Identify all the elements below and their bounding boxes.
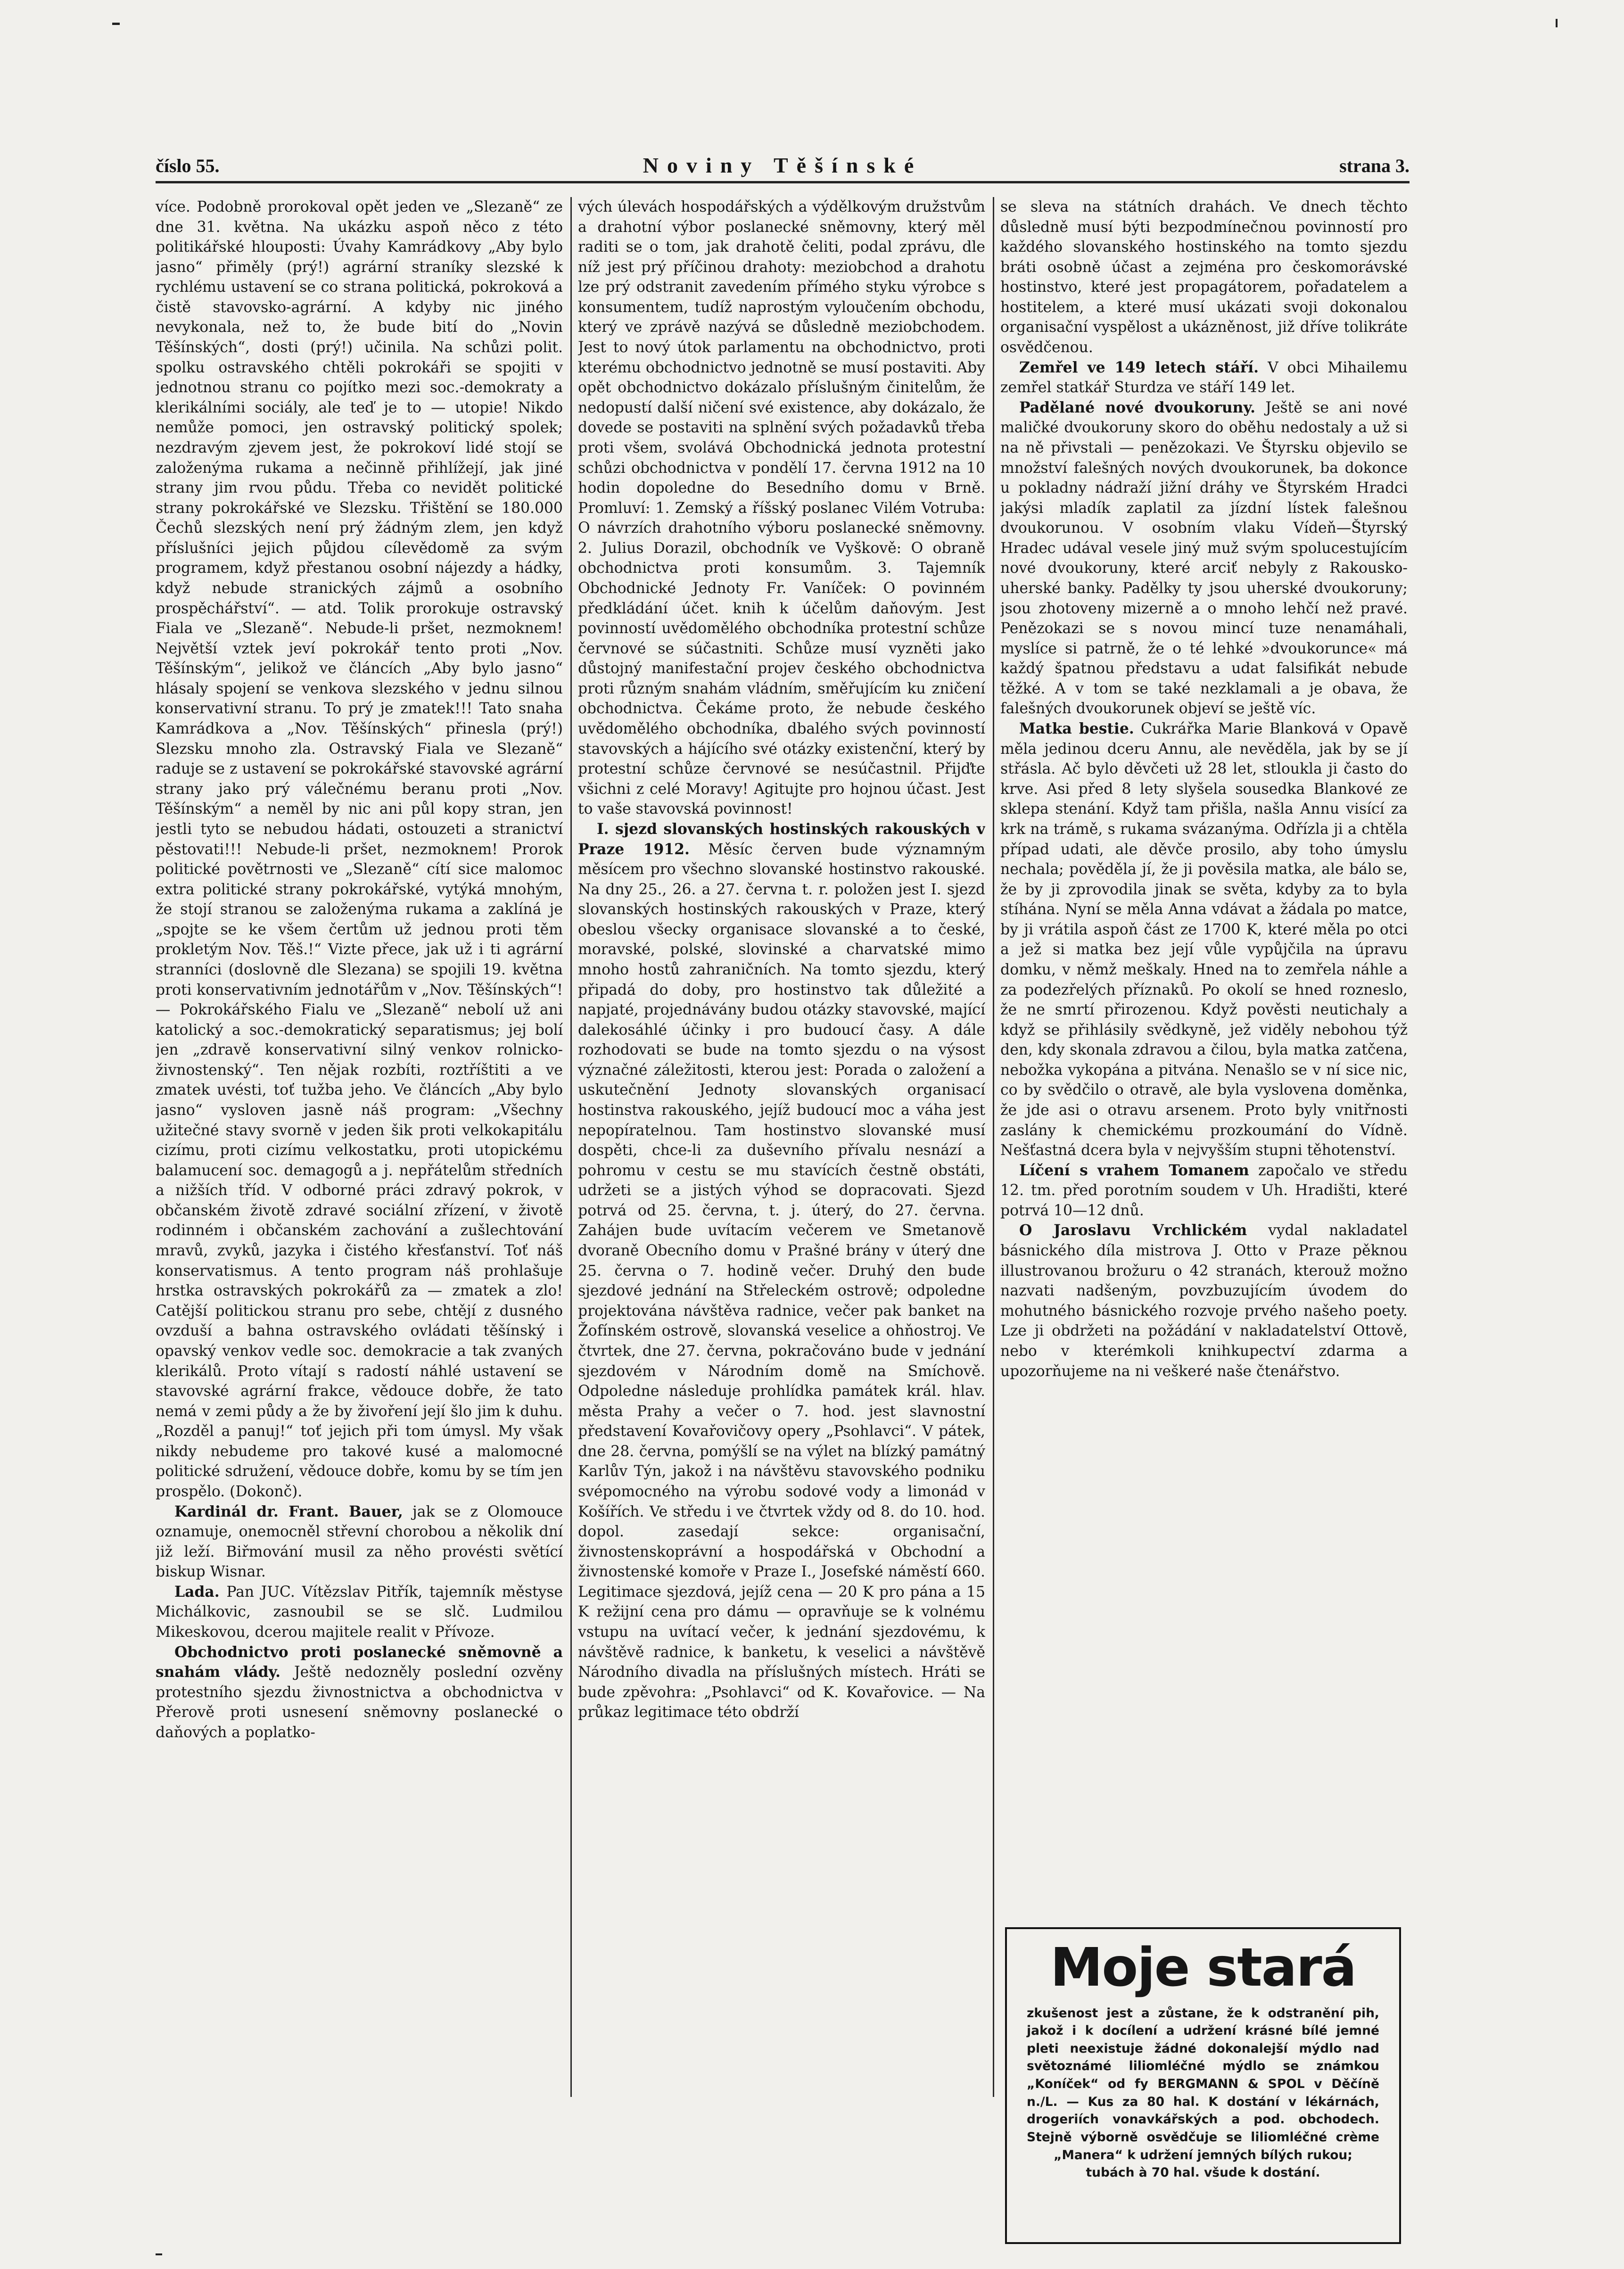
news-item-sjezd: I. sjezd slovanských hostinských rakouských v Praze 1912. Měsíc červen bude významným měsícem pro všechno slovanské hostinstvo rakouské. Na dny 25., 26. a 27. června t. r. položen jest I. sjezd slovanských hostinských rakouských v Praze, který obeslou všecky organisace slovanské a to české, moravské, polské, slovinské a charvatské mimo mnoho hostů zahraničních. Na tomto sjezdu, který připadá do doby, pro hostinstvo tak důležité a napjaté, projednávány budou otázky stavovské, mající dalekosáhlé účinky i pro budoucí časy. A dále rozhodovati se bude na tomto sjezdu o na výsost význačné záležitosti, kterou jest: Porada o založení a uskutečnění Jednoty slovanských organisací hostinstva rakouského, jejíž budoucí moc a váha jest nepopíratelnou. Tam hostinstvo slovanské musí dospěti, chce-li za duševního přívalu nesnází a pohromu v cestu se mu stavících čestně obstáti, udržeti se a jistých výhod se dopracovati. Sjezd potrvá od 25. června, t. j. úterý, do 27. června. Zahájen bude uvítacím večerem ve Smetanově dvoraně Obecního domu v Prašné brány v úterý dne 25. června o 7. hodině večer. Druhý den bude sjezdové jednání na Střeleckém ostrově; odpoledne projektována návštěva radnice, večer pak banket na Žofínském ostrově, slovanská veselice a ohňostroj. Ve čtvrtek, dne 27. června, pokračováno bude v jednání sjezdovém v Národním domě na Smíchově. Odpoledne následuje prohlídka památek král. hlav. města Prahy a večer o 7. hod. jest slavnostní představení Kovařovičovy opery „Psohlavci“. V pátek, dne 28. června, pomýšlí se na výlet na blízký památný Karlův Týn, jakož i na návštěvu stavovského podniku svépomocného na výrobu sodové vody a limonád v Košířích. Ve středu i ve čtvrtek vždy od 8. do 10. hod. dopol. zasedají sekce: organisační, živnostenskoprávní a hospodářská v Obchodní a živnostenské komoře v Praze I., Josefské náměstí 660. Legitimace sjezdová, jejíž cena — 20 K pro pána a 15 K režijní cena pro dámu — opravňuje se k volnému vstupu na uvítací večer, k jednání sjezdovému, k návštěvě radnice, k banketu, k veselici a návštěvě Národního divadla na příslušných místech. Hráti se bude zpěvohra: „Psohlavci“ od K. Kovařovice. — Na průkaz legitimace této obdrží (578, 820, 985, 1721)
news-item-obchodnictvo: Obchodnictvo proti poslanecké sněmovně a snahám vlády. Ještě nedozněly poslední ozvěny protestního sjezdu živnostnictva a obchodnictva v Přerově proti usnesení sněmovny poslanecké o daňových a poplatko- (156, 1643, 563, 1741)
column-3 (1000, 197, 1408, 2102)
ad-text: zkušenost jest a zůstane, že k odstranění pih, jakož i k docílení a udržení krásné bílé jemné pleti neexistuje žádné dokonalejší mýdlo nad světoznámé liliomléčné mýdlo se známkou „Koníček“ od fy BERGMANN & SPOL v Děčíně n./L. — Kus za 80 hal. K dostání v lékárnách, drogeriích vonavkářských a pod. obchodech. Stejně výborně osvědčuje se liliomléčné crème „Manera“ k udržení jemných bílých rukou; (1027, 2005, 1379, 2162)
news-heading: Líčení s vrahem Tomanem (1019, 1162, 1249, 1179)
news-item-zemrel: Zemřel ve 149 letech stáří. V obci Mihailemu zemřel statkář Sturdza ve stáří 149 let. (1000, 359, 1408, 396)
page-header (156, 150, 1410, 183)
newspaper-page (156, 150, 1410, 2180)
news-heading: Padělané nové dvoukoruny. (1019, 399, 1256, 416)
column-2 (578, 197, 985, 2102)
article-politics: více. Podobně prorokoval opět jeden ve „Slezaně“ ze dne 31. května. Na ukázku aspoň něco z této politikářské hlouposti: Úvahy Kamrádkovy „Aby bylo jasno“ přiměly (prý!) agrární straníky slezské k rychlému ustavení se co strana politická, pokroková a čistě stavovsko-agrární. A kdyby nic jiného nevykonala, než to, že bude bití do „Novin Těšínských“, dosti (prý!) učinila. Na schůzi polit. spolku ostravského chtěli pokrokáři se spojiti v jednotnou stranu co pojítko mezi soc.-demokraty a klerikálními sociály, ale teď je to — utopie! Nikdo nemůže pomoci, jen ostravský politický spolek; nezdravým zjevem jest, že pokrokoví lidé stojí se založenýma rukama a nečinně přihlížejí, jak jiné strany jim rvou půdu. Třeba co nevidět politické strany pokrokářské ve Slezsku. Třištění se 180.000 Čechů slezských není prý žádným zlem, jen když příslušníci jejich půjdou cílevědomě za svým programem, když přestanou osobní nájezdy a hádky, když nebude stranických zájmů a osobního prospěchářství“. — atd. Tolik prorokuje ostravský Fiala ve „Slezaně“. Nebude-li pršet, nezmoknem! Největší vztek jeví pokrokář tento proti „Nov. Těšínským“, jelikož ve článcích „Aby bylo jasno“ hlásaly spojení se venkova slezského v jednu silnou konservativní stranu. To prý je zmatek!!! Tato snaha Kamrádkova a „Nov. Těšínských“ přinesla (prý!) Slezsku mnoho zla. Ostravský Fiala ve Slezaně“ raduje se z ustavení se pokrokářské stavovské agrární strany jako prý válečnému beranu proti „Nov. Těšínským“ a neměl by nic ani půl kopy stran, jen jestli tyto se nebudou hádati, ostouzeti a stranictví pěstovati!!! Nebude-li pršet, nezmoknem! Prorok politické povětrnosti ve „Slezaně“ cítí sice malomoc extra politické strany pokrokářské, vytýká mnohým, že stojí stranou se založenýma rukama a zaklíná je „spojte se ke všem čertům už jednou proti těm prokletým Nov. Těš.!“ Vizte přece, jak už i ti agrární stranníci (doslovně dle Slezana) se spojili 19. května proti konservativním jednotářům v „Nov. Těšínských“! — Pokrokářského Fialu ve „Slezaně“ nebolí už ani katolický a soc.-demokratický separatismus; jej bolí jen „zdravě konservativní silný venkov rolnicko-živnostenský“. Ten nějak rozbíti, roztříštiti a ve zmatek uvésti, toť tužba jeho. Ve článcích „Aby bylo jasno“ vysloven jasně náš program: „Všechny užitečné stavy svorně v jeden šik proti velkokapitálu cizímu, proti cizímu velkostatku, proti utopickému balamucení soc. demagogů a j. nepřátelům středních a nižších tříd. V odborné práci zdravý pokrok, v občanském životě zdravé sociální zřízení, v životě rodinném i občanském zachování a zušlechtování mravů, zvyků, jazyka i čistého křesťanství. Toť náš konservatismus. A tento program náš prohlašuje hrstka ostravských pokrokářů za — zmatek a zlo! Catější politickou stranu pro sebe, chtějí z dusného ovzduší a bahna ostravského ovládati těšínský i opavský venkov vedle soc. demokracie a tak zvaných klerikálů. Proto vítají s radostí náhlé ustavení se stavovské agrární frakce, vědouce dobře, že tato nemá v zemi půdy a že by živoření její šlo jim k duhu. „Rozděl a panuj!“ toť jejich při tom úmysl. My však nikdy nebudeme pro takové kusé a malomocné politické sdružení, vědouce dobře, komu by se tím jen prospělo. (Dokonč). (156, 198, 563, 1500)
columns (156, 197, 1410, 2102)
news-item-vrchlicky: O Jaroslavu Vrchlickém vydal nakladatel básnického díla mistrova J. Otto v Praze pěknou illustrovanou brožuru o 42 stranách, kterouž možno nazvati nadšeným, povzbuzujícím úvodem do mohutného básnického rozvoje prvého našeho poety. Lze ji obdržeti na požádání v nakladatelství Ottově, nebo v kterémkoli knihkupectví zdarma a upozorňujeme na ni veškeré naše čtenářstvo. (1000, 1222, 1408, 1380)
news-item-toman: Líčení s vrahem Tomanem započalo ve středu 12. tm. před porotním soudem v Uh. Hradišti, které potrvá 10—12 dnů. (1000, 1162, 1408, 1219)
news-heading: Zemřel ve 149 letech stáří. (1019, 359, 1259, 376)
header-rule (156, 181, 1410, 183)
scan-mark (156, 2253, 162, 2255)
news-heading: Obchodnictvo proti poslanecké sněmovně a snahám vlády. (156, 1643, 563, 1681)
article-obchodnictvo-cont: vých úlevách hospodářských a výdělkovým družstvům a drahotní výbor poslanecké sněmovny, který měl raditi se o tom, jak drahotě čeliti, podal zprávu, dle níž jest prý příčinou drahoty: meziobchod a drahotu lze prý odstranit zavedením přímého styku výrobce s konsumentem, tudíž naprostým vyloučením obchodu, který ve zprávě nazývá se důsledně meziobchodem. Jest to nový útok parlamentu na obchodnictvo, proti kterému obchodnictvo jednotně se musí postaviti. Aby opět obchodnictvo dokázalo příslušným činitelům, že nedopustí další ničení své existence, aby dokázalo, že dovede se postaviti na splnění svých požadavků třeba proti všem, svolává Obchodnická jednota protestní schůzi obchodnictva v pondělí 17. června 1912 na 10 hodin dopoledne do Besedního domu v Brně. Promluví: 1. Zemský a říšský poslanec Vilém Votruba: O návrzích drahotního výboru poslanecké sněmovny. 2. Julius Dorazil, obchodník ve Vyškově: O obraně obchodnictva proti konsumům. 3. Tajemník Obchodnické Jednoty Fr. Vaníček: O povinném předkládání účet. knih k účelům daňovým. Jest povinností uvědomělého obchodníka protestní schůze červnové se súčastniti. Schůze musí vyzněti jako důstojný manifestační projev českého obchodnictva proti různým snahám vládním, směřujícím ku zničení obchodnictva. Čekáme proto, že nebude českého uvědomělého obchodníka, dbalého svých povinností stavovských a hájícího své otázky existenční, který by protestní schůze červnové se nesúčastnil. Přijďte všichni z celé Moravy! Agitujte pro hojnou účast. Jest to vaše stavovská povinnost! (578, 198, 985, 818)
scan-mark (1556, 19, 1558, 27)
article-sjezd-cont: se sleva na státních drahách. Ve dnech těchto důsledně musí býti bezpodmínečnou povinností pro každého slovanského hostinského na tomto sjezdu bráti osobně účast a zejména pro českomorávské hostinstvo, které jest propagátorem, pořadatelem a hostitelem, a které musí ukázati svoji dokonalou organisační vyspělost a ukázněnost, již dříve tolikráte osvědčenou. (1000, 198, 1408, 356)
news-item-dvoukoruny: Padělané nové dvoukoruny. Ještě se ani nové maličké dvoukoruny skoro do oběhu nedostaly a už si na ně přivstali — penězokazi. Ve Štyrsku objevilo se množství falešných nových dvoukorunek, ba dokonce u pokladny nádraží jižní dráhy ve Štyrském Hradci jakýsi mladík zaplatil za jízdní lístek falešnou dvoukorunou. V osobním vlaku Vídeň—Štyrský Hradec udával vesele jiný muž svým spolucestujícím nové dvoukoruny, které arciť nebyly z Rakousko-uherské banky. Padělky ty jsou uherské dvoukoruny; jsou zhotoveny mizerně a o mnoho lehčí než pravé. Penězokazi se s novou mincí tuze nenamáhali, myslíce si patrně, že o té lehké »dvoukorunce« má každý špatnou představu a udat falsifikát nebude těžké. A v tom se také nezklamali a je obava, že falešných dvoukorunek objeví se ještě víc. (1000, 399, 1408, 718)
news-heading: Kardinál dr. Frant. Bauer, (174, 1503, 403, 1520)
advertisement-box (1005, 1927, 1401, 2244)
news-item-bauer: Kardinál dr. Frant. Bauer, jak se z Olomouce oznamuje, onemocněl střevní chorobou a několik dní již leží. Biřmování musil za něho provésti světící biskup Wisnar. (156, 1503, 563, 1581)
scan-mark (112, 23, 120, 25)
issue-number: číslo 55. (156, 155, 220, 176)
column-1 (156, 197, 563, 2102)
ad-headline: Moje stará (1050, 1937, 1356, 1998)
ad-text-tail: tubách à 70 hal. všude k dostání. (1086, 2165, 1320, 2180)
news-heading: Matka bestie. (1019, 720, 1134, 738)
news-heading: O Jaroslavu Vrchlickém (1019, 1222, 1247, 1239)
news-heading: Lada. (174, 1583, 220, 1601)
newspaper-title: Noviny Těšínské (643, 153, 923, 177)
news-item-matka: Matka bestie. Cukrářka Marie Blanková v Opavě měla jedinou dceru Annu, ale nevěděla, jak by se jí střásla. Ač bylo děvčeti už 28 let, stloukla ji často do krve. Asi před 8 lety slyšela sousedka Blankové ze sklepa stenání. Když tam přišla, našla Annu visící za krk na trámě, s rukama svázanýma. Odřízla ji a chtěla případ udati, ale děvče prosilo, aby toho úmyslu nechala; pověděla jí, že ji pověsila matka, ale bálo se, že by ji zprovodila jinak se světa, kdyby za to byla stíhána. Nyní se měla Anna vdávat a žádala po matce, by ji vrátila aspoň část ze 1700 K, které měla po otci a jež si matka bez její vůle vypůjčila na úpravu domku, v němž meškaly. Hned na to zemřela náhle a za podezřelých příznaků. Po okolí se hned rozneslo, že ne smrtí přirozenou. Když pověsti neutichaly a když se přihlásily svědkyně, jež viděly nebohou týž den, kdy skonala zdravou a čilou, byla matka zatčena, nebožka vykopána a pitvána. Nenašlo se v ní sice nic, co by svědčilo o otravě, ale byla vyslovena doměnka, že jde asi o otravu arsenem. Proto byly vnitřnosti zaslány k chemickému prozkoumání do Vídně. Nešťastná dcera byla v nejvyšším stupni těhotenství. (1000, 720, 1408, 1159)
news-item-lada: Lada. Pan JUC. Vítězslav Pitřík, tajemník městyse Michálkovic, zasnoubil se se slč. Ludmilou Mikeskovou, dcerou majitele realit v Přívoze. (156, 1583, 563, 1641)
news-heading: I. sjezd slovanských hostinských rakouských v Praze 1912. (578, 820, 985, 858)
page-number: strana 3. (1339, 155, 1410, 176)
